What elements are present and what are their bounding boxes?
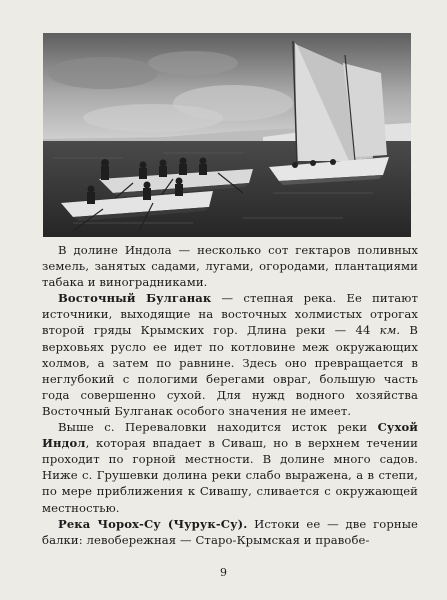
term-sukhoi-indol: Сухой Индол [42, 420, 418, 451]
text-span: , которая впадает в Сиваш, но в верхнем течении проходит по горной местности. В долине много садов. Ниже с. Грушевки долина реки слабо выражена, а в степи, по мере приближения к Сивашу, сливается с окружающей местностью. [42, 436, 418, 515]
text-span: Истоки ее — две горные балки: левобережная — Старо-Крымская и правобе- [42, 516, 418, 547]
text-span: В долине Индола — несколько сот гектаров поливных земель, занятых садами, лугами, огородами, плантациями табака и виноградниками. [42, 243, 418, 290]
text-span: В верховьях русло ее идет по котловине меж окружающих холмов, а затем по равнине. Здесь оно превращается в неглубокий с пологими берегами овраг, большую часть года совершенно сухой. Для нужд водного хозяйства Восточный Булганак особого значения не имеет. [42, 323, 418, 418]
body-text [42, 242, 418, 548]
unit-km: км. [379, 323, 401, 338]
page-number: 9 [220, 566, 227, 579]
term-bulganak: Восточный Булганак [58, 291, 212, 306]
paragraph-chorokh-su [42, 516, 418, 548]
term-chorokh-su: Река Чорох-Су (Чурук-Су). [58, 516, 248, 531]
photo-image [43, 33, 411, 237]
paragraph-indol [42, 242, 418, 290]
text-span: — степная река. Ее питают источники, выходящие на восточных холмистых отрогах второй гряды Крымских гор. Длина реки — 44 [42, 291, 418, 338]
paragraph-sukhoi-indol [42, 419, 418, 516]
photo-boats-on-sea [43, 33, 411, 237]
text-span: Выше с. Переваловки находится исток реки [58, 420, 378, 435]
paragraph-bulganak [42, 290, 418, 419]
